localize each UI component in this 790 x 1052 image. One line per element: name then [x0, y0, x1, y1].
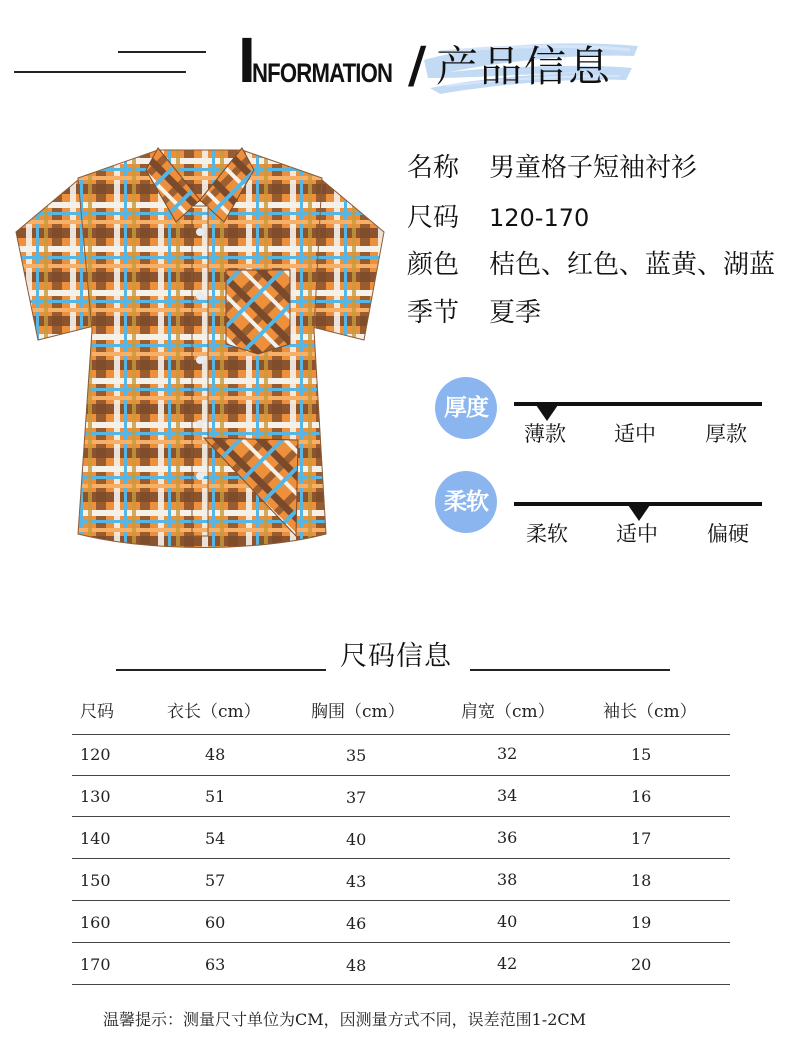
spec-value: 夏季 — [489, 298, 542, 328]
plaid-shirt-icon — [8, 140, 392, 560]
column-header-size: 尺码 — [80, 702, 114, 722]
spec-label: 颜色 — [407, 250, 460, 280]
cell-length: 60 — [205, 913, 226, 932]
spec-value: 桔色、红色、蓝黄、湖蓝 — [489, 250, 776, 280]
cell-length: 57 — [205, 871, 226, 890]
cell-sleeve: 15 — [631, 745, 652, 764]
thickness-option-thick: 厚款 — [705, 422, 747, 446]
cell-chest: 46 — [346, 914, 367, 933]
cell-length: 48 — [205, 745, 226, 764]
cell-shoulder: 42 — [497, 954, 518, 973]
table-divider — [72, 775, 730, 776]
measurement-note: 温馨提示：测量尺寸单位为CM，因测量方式不同，误差范围1-2CM — [103, 1010, 587, 1029]
cell-length: 63 — [205, 955, 226, 974]
cell-chest: 40 — [346, 830, 367, 849]
table-divider — [72, 816, 730, 817]
cell-size: 140 — [80, 829, 111, 848]
thickness-option-medium: 适中 — [614, 422, 656, 446]
table-divider — [72, 900, 730, 901]
softness-badge: 柔软 — [435, 471, 497, 533]
cell-chest: 37 — [346, 788, 367, 807]
spec-row-season — [407, 297, 541, 329]
header-line-upper — [118, 51, 206, 53]
cell-size: 170 — [80, 955, 111, 974]
cell-length: 51 — [205, 787, 226, 806]
softness-option-soft: 柔软 — [526, 522, 568, 546]
cell-size: 150 — [80, 871, 111, 890]
column-header-shoulder: 肩宽（cm） — [461, 702, 555, 722]
cell-size: 120 — [80, 745, 111, 764]
column-header-sleeve: 袖长（cm） — [603, 702, 697, 722]
cell-shoulder: 40 — [497, 912, 518, 931]
cell-sleeve: 19 — [631, 913, 652, 932]
table-divider — [72, 734, 730, 735]
header-line-lower — [14, 71, 186, 73]
cell-length: 54 — [205, 829, 226, 848]
cell-chest: 35 — [346, 746, 367, 765]
cell-sleeve: 16 — [631, 787, 652, 806]
header-initial: I — [238, 24, 256, 96]
table-divider — [72, 858, 730, 859]
softness-option-medium: 适中 — [616, 522, 658, 546]
thickness-badge: 厚度 — [435, 377, 497, 439]
size-title-line-left — [116, 669, 326, 671]
column-header-chest: 胸围（cm） — [311, 702, 405, 722]
table-divider — [72, 984, 730, 985]
cell-sleeve: 17 — [631, 829, 652, 848]
spec-value: 男童格子短袖衬衫 — [489, 153, 698, 183]
cell-shoulder: 34 — [497, 786, 518, 805]
table-divider — [72, 942, 730, 943]
softness-pointer-icon — [628, 505, 650, 521]
spec-row-name — [407, 152, 697, 184]
header-english-title: NFORMATION — [252, 58, 393, 88]
header-chinese-title: 产品信息 — [436, 42, 613, 91]
cell-chest: 43 — [346, 872, 367, 891]
header-slash: / — [408, 35, 427, 94]
softness-option-firm: 偏硬 — [707, 522, 749, 546]
size-section-title: 尺码信息 — [340, 641, 452, 672]
cell-chest: 48 — [346, 956, 367, 975]
thickness-option-thin: 薄款 — [524, 422, 566, 446]
spec-label: 名称 — [407, 153, 460, 183]
cell-sleeve: 20 — [631, 955, 652, 974]
cell-shoulder: 38 — [497, 870, 518, 889]
spec-row-color — [407, 249, 775, 281]
spec-value: 120-170 — [489, 204, 590, 232]
thickness-pointer-icon — [536, 405, 558, 421]
cell-shoulder: 36 — [497, 828, 518, 847]
spec-label: 尺码 — [407, 203, 460, 233]
cell-size: 130 — [80, 787, 111, 806]
cell-sleeve: 18 — [631, 871, 652, 890]
size-title-line-right — [470, 669, 670, 671]
spec-label: 季节 — [407, 298, 460, 328]
cell-size: 160 — [80, 913, 111, 932]
cell-shoulder: 32 — [497, 744, 518, 763]
spec-row-size — [407, 202, 589, 234]
column-header-length: 衣长（cm） — [167, 702, 261, 722]
